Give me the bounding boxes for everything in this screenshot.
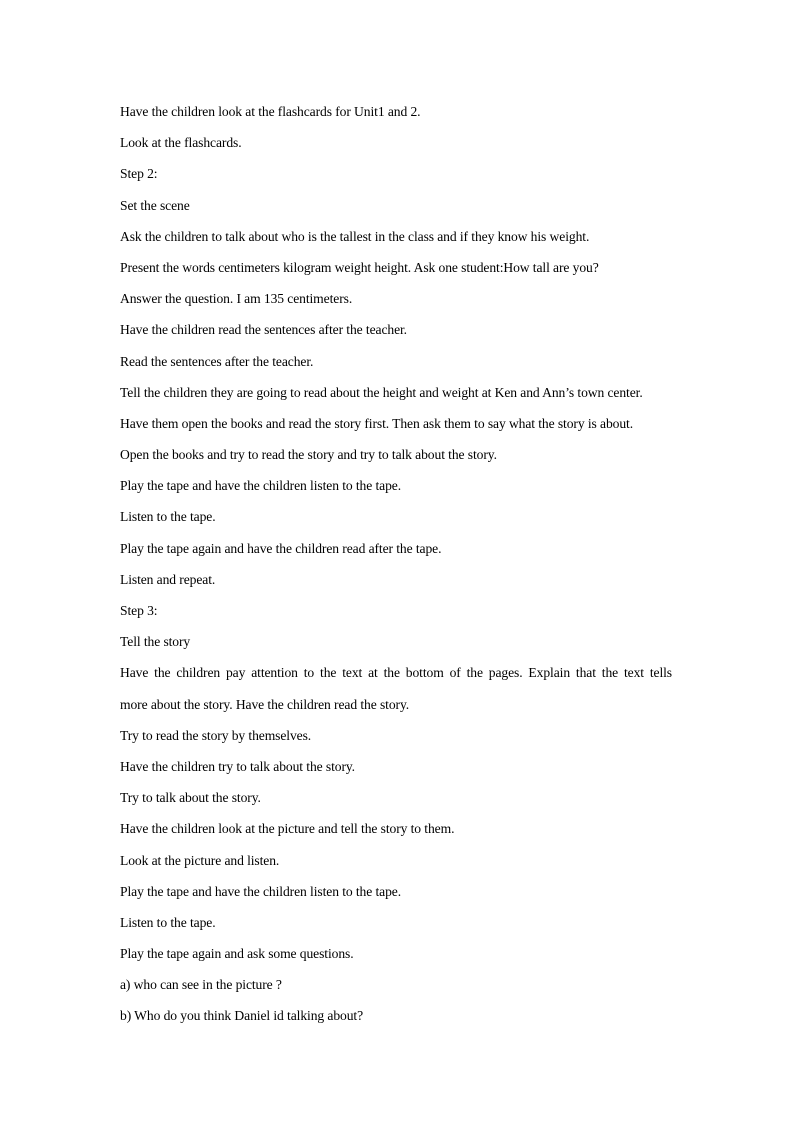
question-item: a) who can see in the picture ?	[120, 977, 282, 993]
section-heading: Tell the story	[120, 634, 191, 650]
text-line: Tell the children they are going to read about the height and weight at Ken and Ann’s town center.	[120, 384, 643, 400]
text-line: Listen to the tape.	[120, 509, 216, 525]
text-line: Present the words centimeters kilogram weight height. Ask one student:How tall are you?	[120, 259, 599, 275]
text-line: Have the children pay attention to the text at the bottom of the pages. Explain that the text tells	[120, 665, 672, 681]
question-item: b) Who do you think Daniel id talking about?	[120, 1008, 364, 1024]
step-heading: Step 3:	[120, 603, 158, 618]
text-line: Play the tape again and have the children read after the tape.	[120, 540, 442, 556]
text-line: Look at the flashcards.	[120, 135, 242, 151]
step-heading: Step 2:	[120, 166, 158, 182]
text-line: Try to read the story by themselves.	[120, 727, 312, 743]
text-line: Listen and repeat.	[120, 571, 216, 587]
document-body	[120, 101, 680, 1037]
text-line: Play the tape again and ask some questions.	[120, 946, 354, 962]
text-line: Ask the children to talk about who is the tallest in the class and if they know his weight.	[120, 228, 590, 244]
section-heading: Set the scene	[120, 197, 190, 213]
text-line: Try to talk about the story.	[120, 790, 261, 806]
text-line: Have the children look at the picture and tell the story to them.	[120, 821, 455, 837]
text-line: Look at the picture and listen.	[120, 852, 280, 868]
text-line: Read the sentences after the teacher.	[120, 353, 314, 369]
text-line: Listen to the tape.	[120, 914, 216, 930]
text-line: Have them open the books and read the story first. Then ask them to say what the story is about.	[120, 415, 634, 431]
text-line: Have the children read the sentences after the teacher.	[120, 322, 407, 338]
text-line: Answer the question. I am 135 centimeters.	[120, 291, 353, 307]
text-line: more about the story. Have the children read the story.	[120, 696, 410, 712]
text-line: Have the children look at the flashcards for Unit1 and 2.	[120, 104, 421, 119]
text-line: Have the children try to talk about the story.	[120, 758, 355, 774]
text-line: Play the tape and have the children listen to the tape.	[120, 883, 402, 899]
text-line: Play the tape and have the children listen to the tape.	[120, 478, 402, 494]
text-line: Open the books and try to read the story and try to talk about the story.	[120, 447, 497, 463]
